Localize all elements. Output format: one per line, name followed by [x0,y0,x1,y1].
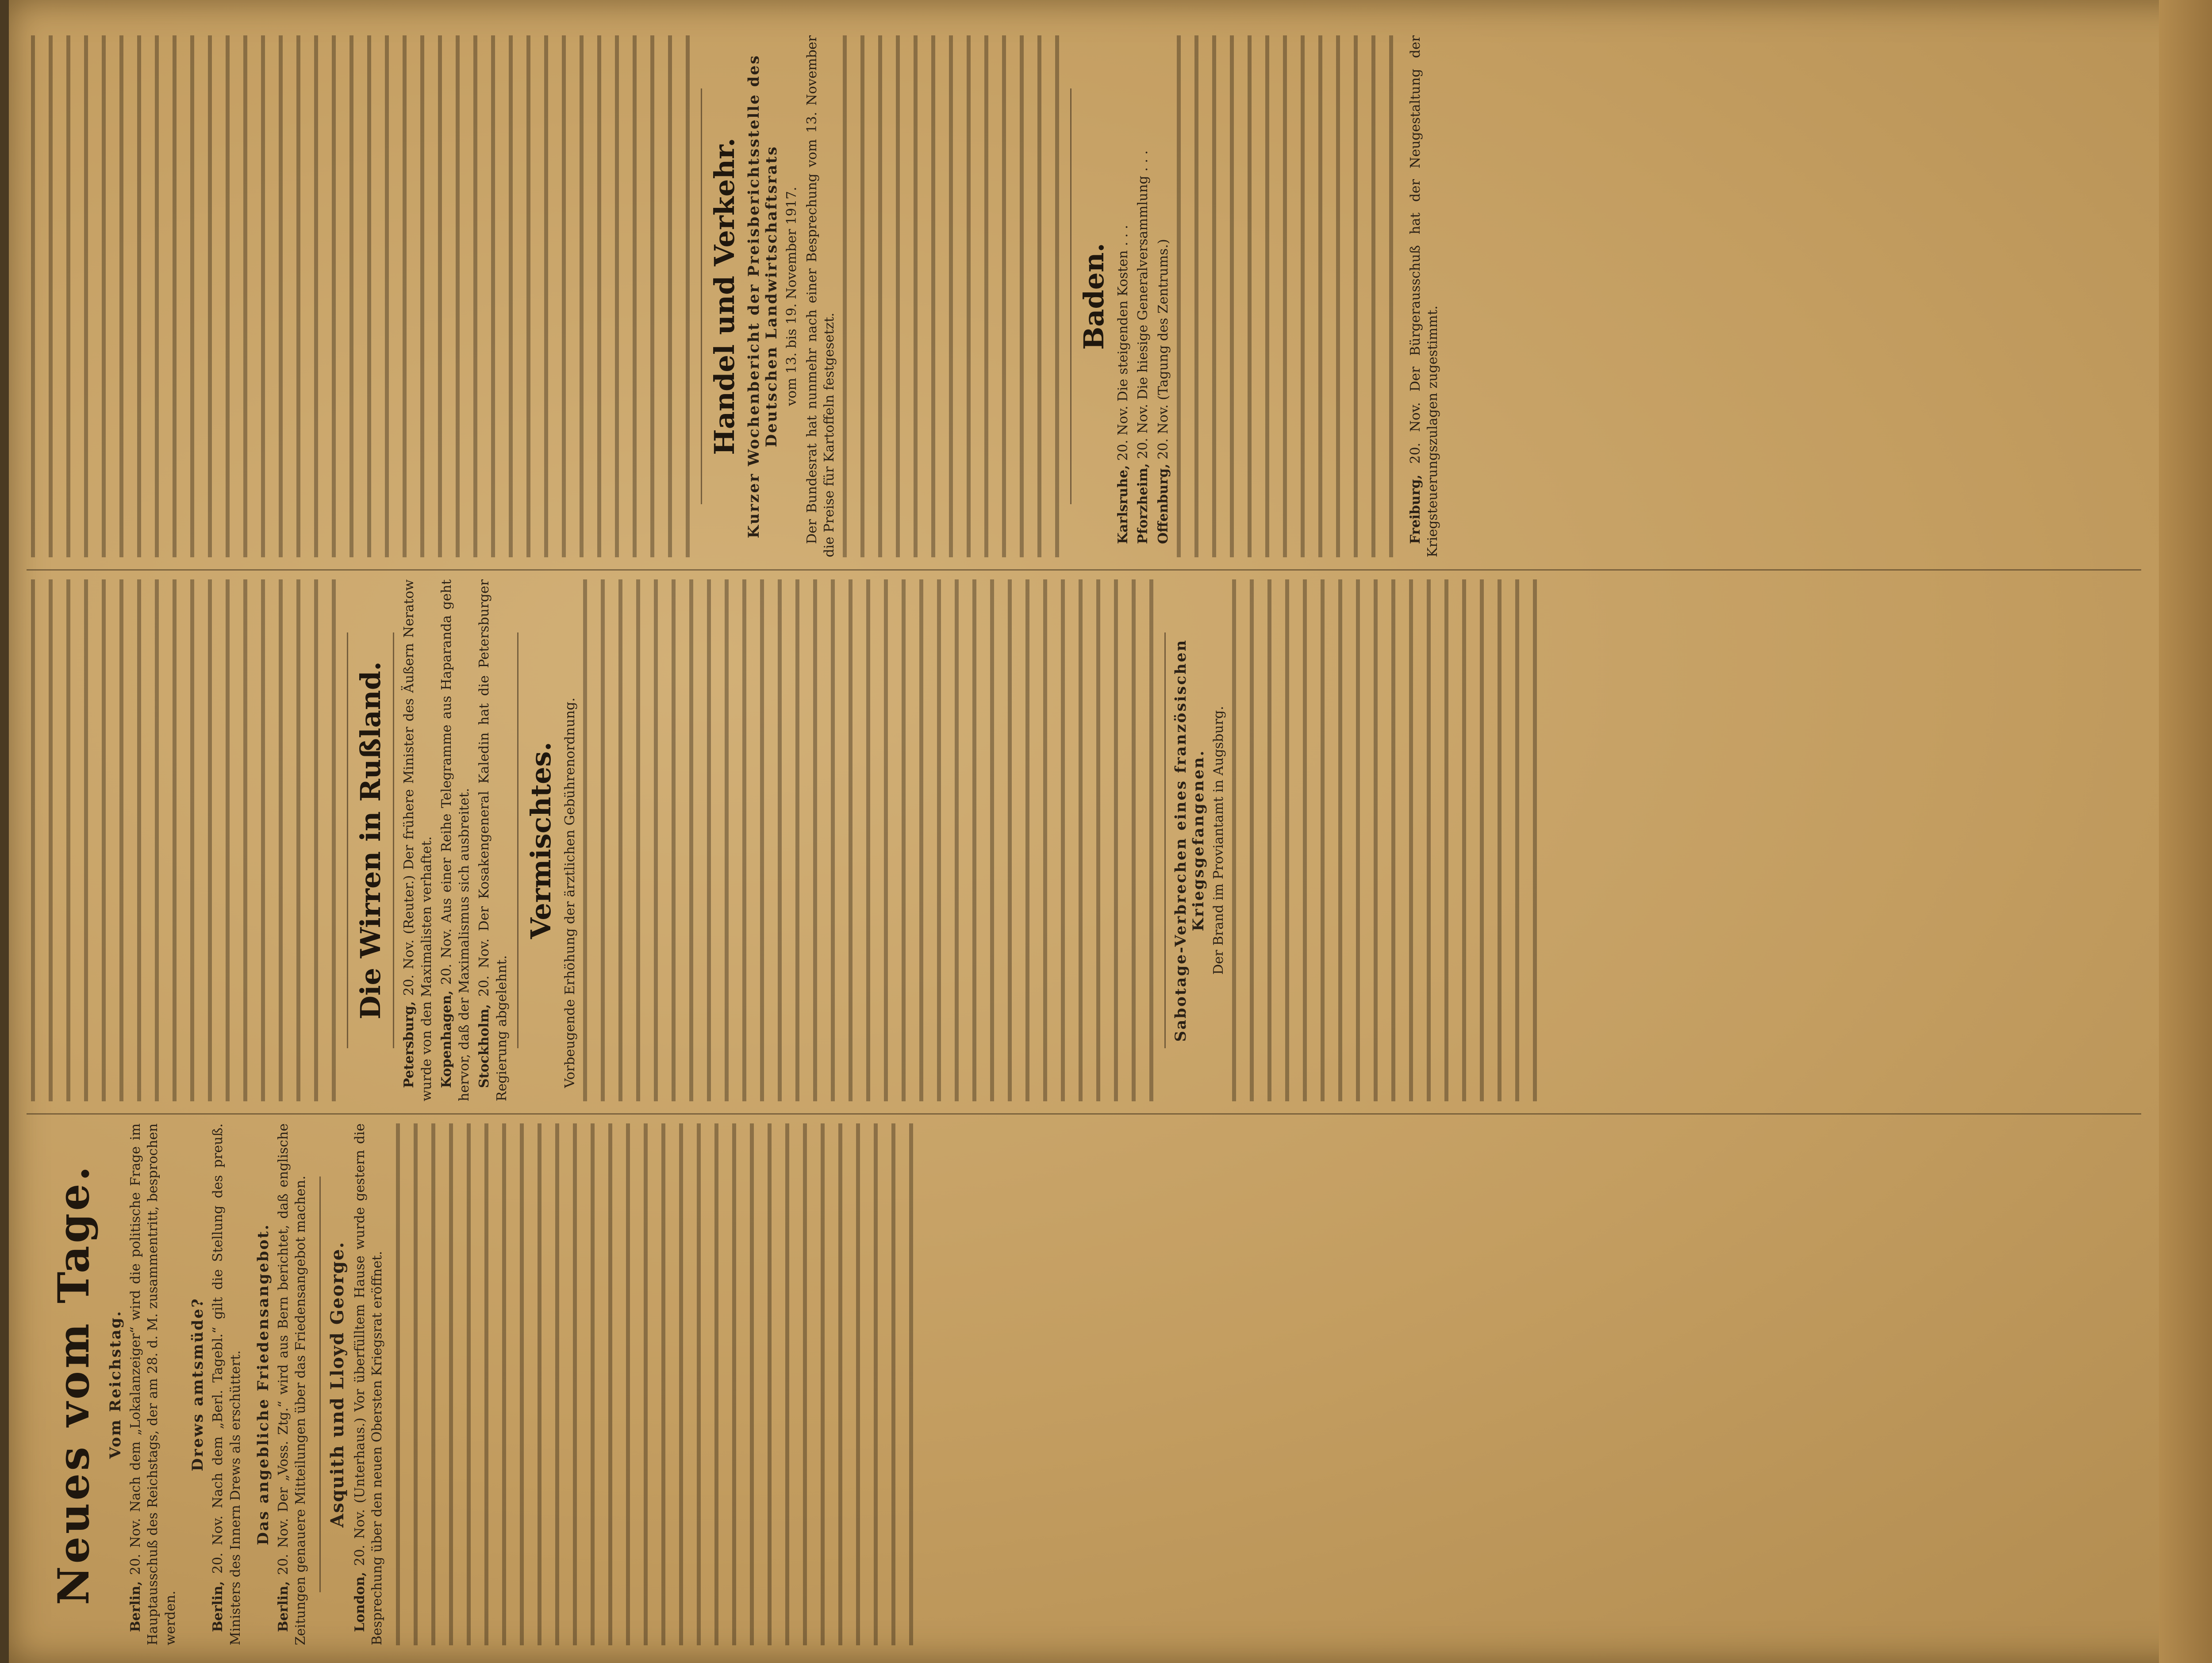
divider [347,632,348,1048]
article-text: 20. Nov. (Reuter.) Der frühere Minister des Äußern Neratow wurde von den Maximalisten verhaftet. [401,579,434,1101]
dateline: Berlin, [127,1581,143,1632]
article-heading: Das angebliche Friedensangebot. [254,1223,272,1545]
dateline: Kopenhagen, [439,990,455,1088]
section-title-baden: Baden. [1077,242,1110,350]
article-text: 20. Nov. Der Bürgerausschuß hat der Neugestaltung der Kriegsteuerungszulagen zugestimmt. [1407,35,1441,557]
article-body [476,579,511,1101]
article-body [1114,35,1132,557]
article-body [209,1123,244,1645]
section-title-wirren-russland: Die Wirren in Rußland. [354,661,387,1019]
dateline: Berlin, [275,1581,291,1632]
dense-text-block [31,579,341,1101]
column-rule [27,569,2141,571]
article-body: Vorbeugende Erhöhung der ärztlichen Gebührenordnung. [562,697,578,1088]
article-heading-sabotage: Sabotage-Verbrechen eines französischen Kriegsgefangenen. [1172,639,1208,1042]
divider [393,632,394,1048]
column-text-filler [27,1123,44,1645]
rotated-newspaper-sheet [9,0,2159,1663]
article-heading: Drews amtsmüde? [189,1297,207,1471]
article-heading: Vom Reichstag. [106,1310,124,1459]
article-text: 20. Nov. Aus einer Reihe Telegramme aus Haparanda geht hervor, daß der Maximalismus sich ausbreitet. [439,579,472,1101]
article-text: 20. Nov. (Tagung des Zentrums.) [1155,239,1171,460]
article-drews [189,1123,244,1645]
article-asquith [327,1123,386,1645]
column-3 [27,35,2141,557]
dense-text-block [1177,35,1407,557]
article-text: 20. Nov. Der Kosakengeneral Kaledin hat die Petersburger Regierung abgelehnt. [476,579,510,1101]
article-body [1155,35,1172,557]
article-body: Der Bundesrat hat nunmehr nach einer Besprechung vom 13. November die Preise für Kartoffeln festgesetzt. [804,35,837,557]
article-body [438,579,473,1101]
dateline: Petersburg, [401,1001,417,1088]
article-body [127,1123,180,1645]
article-body [1407,35,1442,557]
dateline: Stockholm, [476,1004,492,1088]
dateline: Offenburg, [1155,464,1171,544]
article-friedensangebot [254,1123,310,1645]
article-heading: Kurzer Wochenbericht der Preisberichtsstelle des Deutschen Landwirtschaftsrats [745,54,780,539]
article-text: 20. Nov. Die hiesige Generalversammlung . . . [1135,150,1151,459]
dense-text-block [1232,579,1542,1101]
article-text: 20. Nov. Nach dem „Berl. Tagebl.“ gilt die Stellung des preuß. Ministers des Innern Drews als erschüttert. [210,1123,243,1645]
article-body [275,1123,310,1645]
column-2 [27,579,2141,1101]
dense-text-block [31,35,695,557]
divider [517,632,518,1048]
article-text: 20. Nov. Nach dem „Lokalanzeiger“ wird die politische Frage im Hauptausschuß des Reichstags, der am 28. d. M. zusammentritt, besprochen werden. [127,1123,178,1645]
article-body [1134,35,1152,557]
section-title-vermischtes: Vermischtes. [524,742,557,939]
divider [701,88,702,504]
book-spine [2159,0,2212,1663]
article-subheading: Der Brand im Proviantamt in Augsburg. [1211,706,1227,975]
column-rule [27,1113,2141,1115]
article-text: 20. Nov. Der „Voss. Ztg.“ wird aus Bern berichtet, daß englische Zeitungen genauere Mitteilungen über das Friedensangebot machen. [275,1123,309,1645]
divider [1164,632,1166,1048]
dateline: Berlin, [210,1581,226,1632]
dateline: London, [352,1571,368,1632]
dense-text-block [843,35,1064,557]
dense-text-block [396,1123,927,1645]
dateline: Pforzheim, [1135,463,1151,544]
article-text: 20. Nov. (Unterhaus.) Vor überfülltem Hause wurde gestern die Besprechung über den neuen Obersten Kriegsrat eröffnet. [352,1123,385,1645]
section-title-neues-vom-tage: Neues vom Tage. [48,1163,99,1606]
article-body [400,579,435,1101]
divider [319,1176,321,1592]
divider [1070,88,1071,504]
article-text: 20. Nov. Die steigenden Kosten . . . [1115,225,1131,461]
article-heading: Asquith und Lloyd George. [326,1241,348,1528]
newspaper-page [9,0,2212,1663]
article-dates: vom 13. bis 19. November 1917. [784,187,799,406]
dense-text-block [583,579,1158,1101]
dateline: Karlsruhe, [1115,465,1131,544]
article-reichstag [107,1123,180,1645]
section-title-handel-verkehr: Handel und Verkehr. [708,138,741,455]
column-1 [27,1123,2141,1645]
article-body [351,1123,386,1645]
dateline: Freiburg, [1407,474,1423,544]
